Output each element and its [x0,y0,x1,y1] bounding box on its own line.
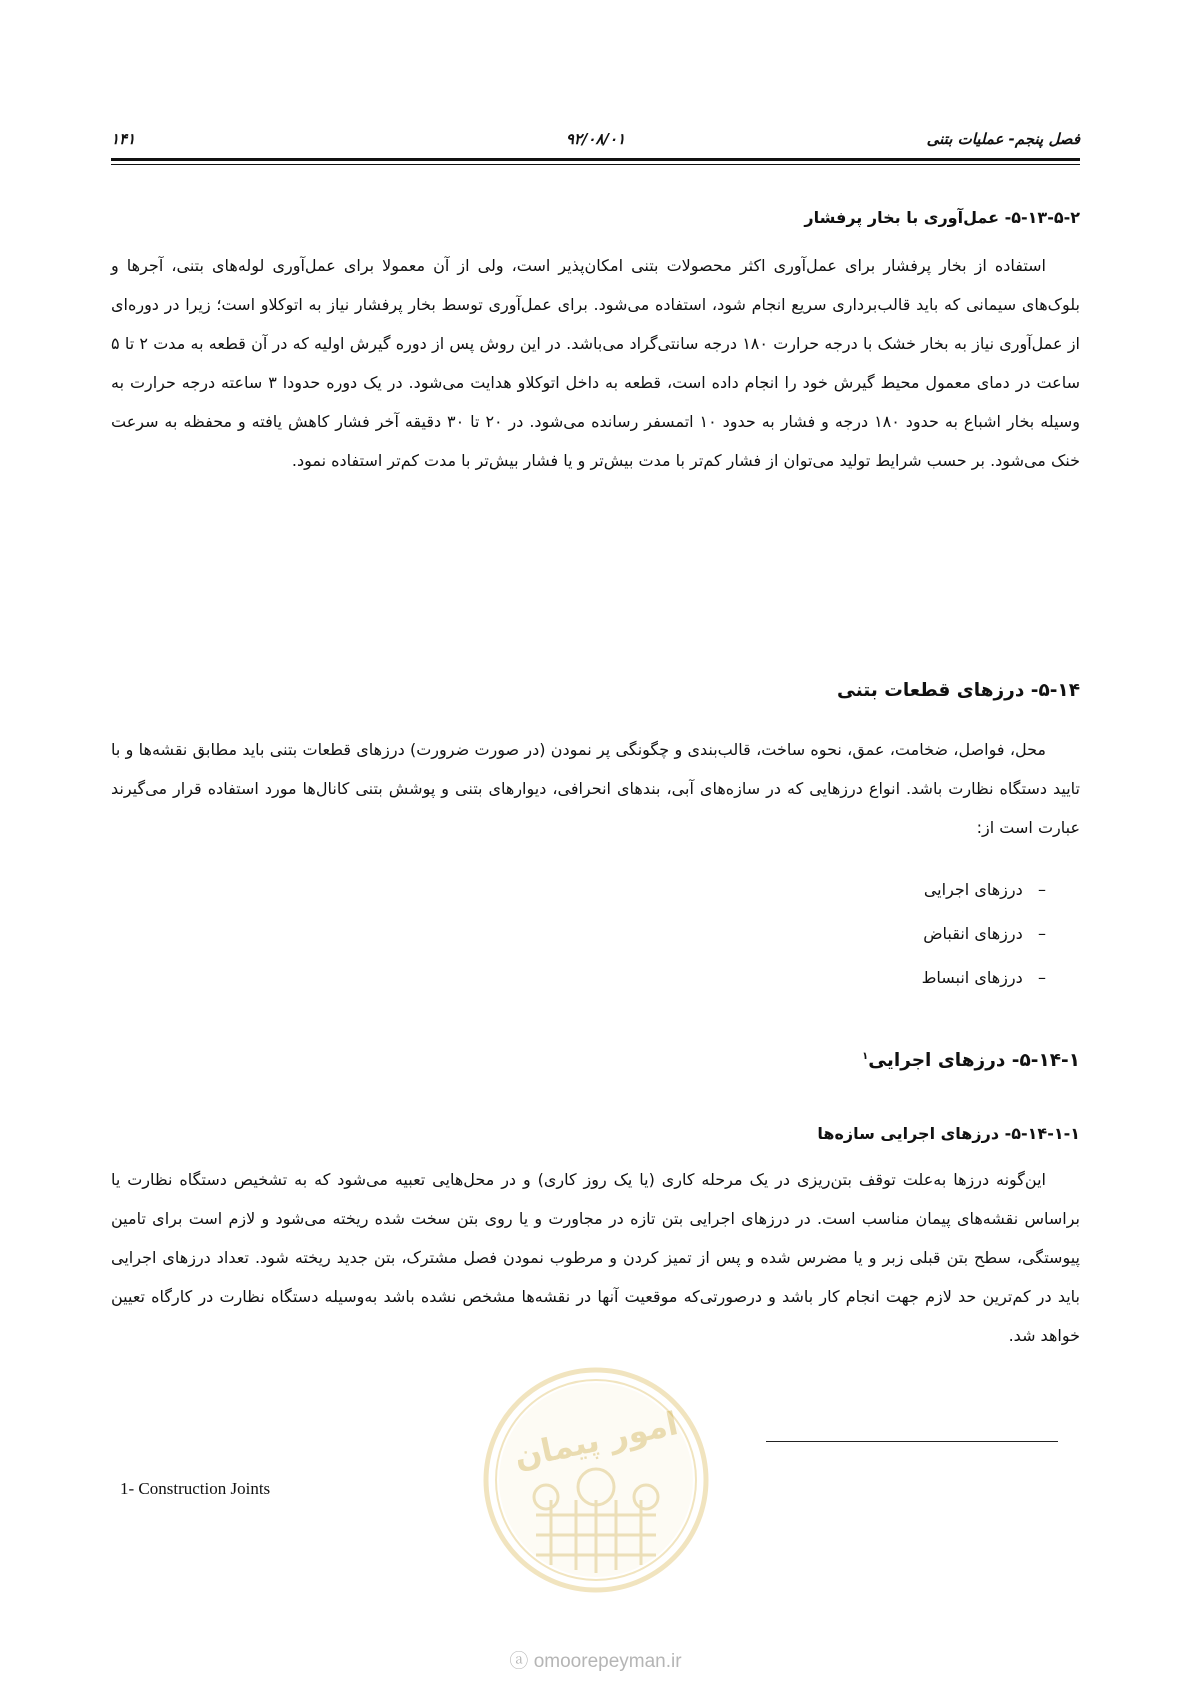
watermark-url [0,1646,1191,1673]
section-steam-curing-body [111,246,1080,480]
footnote-text: 1- Construction Joints [120,1479,271,1498]
watermark-url-text: omoorepeyman.ir [533,1651,682,1672]
section-heading: ۵-۱۳-۵-۲- عمل‌آوری با بخار پرفشار [804,208,1080,227]
list-item: – درزهای انقباض [111,912,1046,956]
section-structure-joints [111,1124,1080,1143]
at-icon: ⓐ [509,1651,529,1672]
section-heading: ۵-۱۴-۱- درزهای اجرایی [868,1050,1080,1071]
section-structure-joints-body [111,1160,1080,1355]
section-heading: ۵-۱۴-۱-۱- درزهای اجرایی سازه‌ها [817,1124,1080,1143]
header-rule-thick [111,158,1080,161]
footnote-rule [766,1441,1058,1442]
joint-types-list-wrap [111,868,1080,1000]
section-steam-curing [111,208,1080,227]
paragraph: استفاده از بخار پرفشار برای عمل‌آوری اکثر محصولات بتنی امکان‌پذیر است، ولی از آن معمولا برای عمل‌آوری لوله‌های بتنی، آجرها و بلوک‌های سیمانی که باید قالب‌برداری سریع انجام شود، استفاده می‌شود. برای عمل‌آوری توسط بخار پرفشار نیاز به اتوکلاو است؛ زیرا در دوره‌ای از عمل‌آوری نیاز به بخار خشک با درجه حرارت ۱۸۰ درجه سانتی‌گراد می‌باشد. در این روش پس از دوره گیرش اولیه که در آن قطعه به مدت ۲ تا ۵ ساعت در دمای معمول محیط گیرش خود را انجام داده است، قطعه به داخل اتوکلاو هدایت می‌شود. در یک دوره حدودا ۳ ساعته درجه حرارت به وسیله بخار اشباع به حدود ۱۸۰ درجه و فشار به حدود ۱۰ اتمسفر رسانده می‌شود. در ۲۰ تا ۳۰ دقیقه آخر فشار کاهش یافته و محفظه به سرعت خنک می‌شود. بر حسب شرایط تولید می‌توان از فشار کم‌تر با مدت بیش‌تر و یا فشار بیش‌تر با مدت کم‌تر استفاده نمود. [111,256,1081,470]
list-item: – درزهای انبساط [111,956,1046,1000]
section-concrete-joints-body [111,730,1080,847]
footnote-ref: ۱ [862,1050,869,1062]
joint-types-list [111,868,1080,1000]
paragraph: این‌گونه درزها به‌علت توقف بتن‌ریزی در یک مرحله کاری (یا یک روز کاری) و در محل‌هایی تعبیه می‌شود که به تشخیص دستگاه نظارت یا براساس نقشه‌های پیمان مناسب است. در درزهای اجرایی بتن تازه در مجاورت و یا روی بتن سخت شده ریخته می‌شود و لازم است برای تامین پیوستگی، سطح بتن قبلی زبر و یا مضرس شده و پس از تمیز کردن و مرطوب نمودن فصل مشترک، بتن جدید ریخته شود. تعداد درزهای اجرایی باید در کم‌ترین حد لازم جهت انجام کار باشد و درصورتی‌که موقعیت آنها در نقشه‌ها مشخص نشده باشد به‌وسیله دستگاه نظارت در کارگاه تعیین خواهد شد. [111,1170,1080,1345]
section-concrete-joints [111,680,1080,701]
section-heading-line [111,1050,1080,1071]
paragraph: محل، فواصل، ضخامت، عمق، نحوه ساخت، قالب‌بندی و چگونگی پر نمودن (در صورت ضرورت) درزهای قطعات بتنی باید مطابق نقشه‌ها و با تایید دستگاه نظارت باشد. انواع درزهایی که در سازه‌های آبی، بندهای انحرافی، دیوارهای بتنی و پوشش بتنی کانال‌ها مورد استفاده قرار می‌گیرند عبارت است از: [111,740,1080,837]
header-date: ۹۲/۰۸/۰۱ [565,130,626,148]
chapter-title: فصل پنجم- عملیات بتنی [926,130,1080,148]
header-rule-thin [111,164,1080,165]
page-number: ۱۴۱ [111,130,136,148]
section-heading: ۵-۱۴- درزهای قطعات بتنی [837,680,1080,701]
watermark-logo [481,1365,711,1595]
list-item: – درزهای اجرایی [111,868,1046,912]
page-header [111,130,1080,152]
section-construction-joints [111,1050,1080,1071]
watermark-logo-text-label: امور پیمان [510,1404,682,1476]
